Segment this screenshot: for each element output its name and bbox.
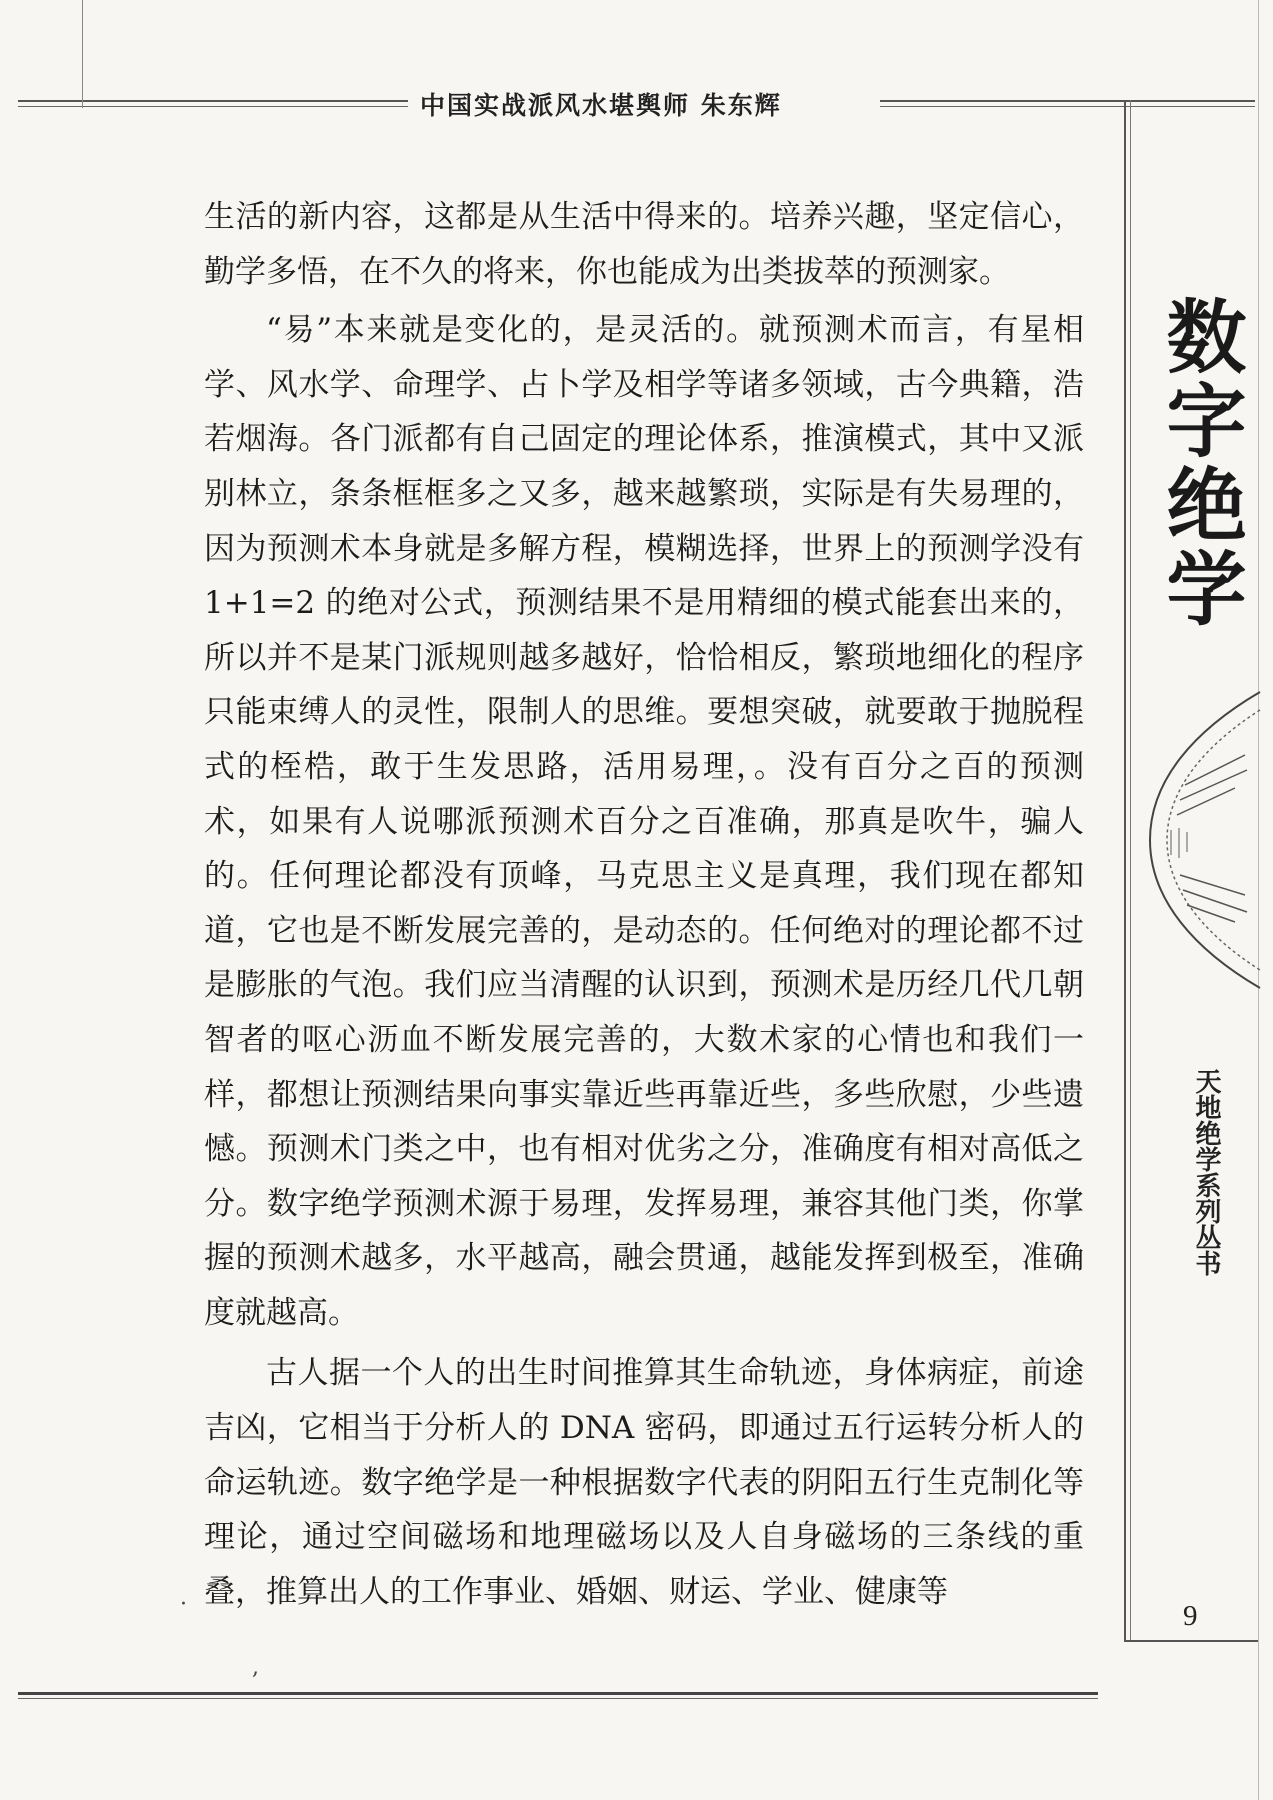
right-frame-line-inner (1130, 100, 1131, 1640)
scan-mark: · (180, 1592, 187, 1617)
right-column-bottom-rule (1124, 1640, 1258, 1642)
body-text (204, 190, 1084, 1619)
footer-rule-under (18, 1698, 1098, 1699)
right-frame-line-outer (1124, 100, 1126, 1640)
paragraph-3: 古人据一个人的出生时间推算其生命轨迹，身体病症，前途吉凶，它相当于分析人的 DNA 密码，即通过五行运转分析人的命运轨迹。数字绝学是一种根据数字代表的阴阳五行生克制化等理论，通过空间磁场和地理磁场以及人自身磁场的三条线的重叠，推算出人的工作事业、婚姻、财运、学业、健康等 (204, 1355, 1084, 1610)
scan-mark: , (252, 1655, 259, 1680)
calligraphy-title: 数字绝学 (1153, 295, 1247, 631)
series-name: 天地绝学系列丛书 (1191, 1068, 1221, 1276)
paragraph-1: 生活的新内容，这都是从生活中得来的。培养兴趣，坚定信心，勤学多悟，在不久的将来，你也能成为出类拔萃的预测家。 (204, 199, 1084, 290)
running-header: 中国实战派风水堪舆师 朱东辉 (420, 91, 782, 120)
header-rule-left-under (18, 106, 408, 107)
footer-rule (18, 1692, 1098, 1695)
header-rule-right-under (880, 106, 1255, 107)
seal-ornament-icon (1135, 690, 1265, 990)
header-rule-right (880, 100, 1255, 102)
page-number: 9 (1183, 1600, 1198, 1632)
header-rule-left (18, 100, 408, 102)
paragraph-2: “易”本来就是变化的，是灵活的。就预测术而言，有星相学、风水学、命理学、占卜学及相学等诸多领域，古今典籍，浩若烟海。各门派都有自己固定的理论体系，推演模式，其中又派别林立，条条框框多之又多，越来越繁琐，实际是有失易理的，因为预测术本身就是多解方程，模糊选择，世界上的预测学没有 1+1=2 的绝对公式，预测结果不是用精细的模式能套出来的，所以并不是某门派规则越多越好，恰恰相反，繁琐地细化的程序只能束缚人的灵性，限制人的思维。要想突破，就要敢于抛脱程式的桎梏，敢于生发思路，活用易理，。没有百分之百的预测术，如果有人说哪派预测术百分之百准确，那真是吹牛，骗人的。任何理论都没有顶峰，马克思主义是真理，我们现在都知道，它也是不断发展完善的，是动态的。任何绝对的理论都不过是膨胀的气泡。我们应当清醒的认识到，预测术是历经几代几朝智者的呕心沥血不断发展完善的，大数术家的心情也和我们一样，都想让预测结果向事实靠近些再靠近些，多些欣慰，少些遗憾。预测术门类之中，也有相对优劣之分，准确度有相对高低之分。数字绝学预测术源于易理，发挥易理，兼容其他门类，你掌握的预测术越多，水平越高，融会贯通，越能发挥到极至，准确度就越高。 (204, 312, 1084, 1331)
left-margin-line (82, 0, 83, 108)
